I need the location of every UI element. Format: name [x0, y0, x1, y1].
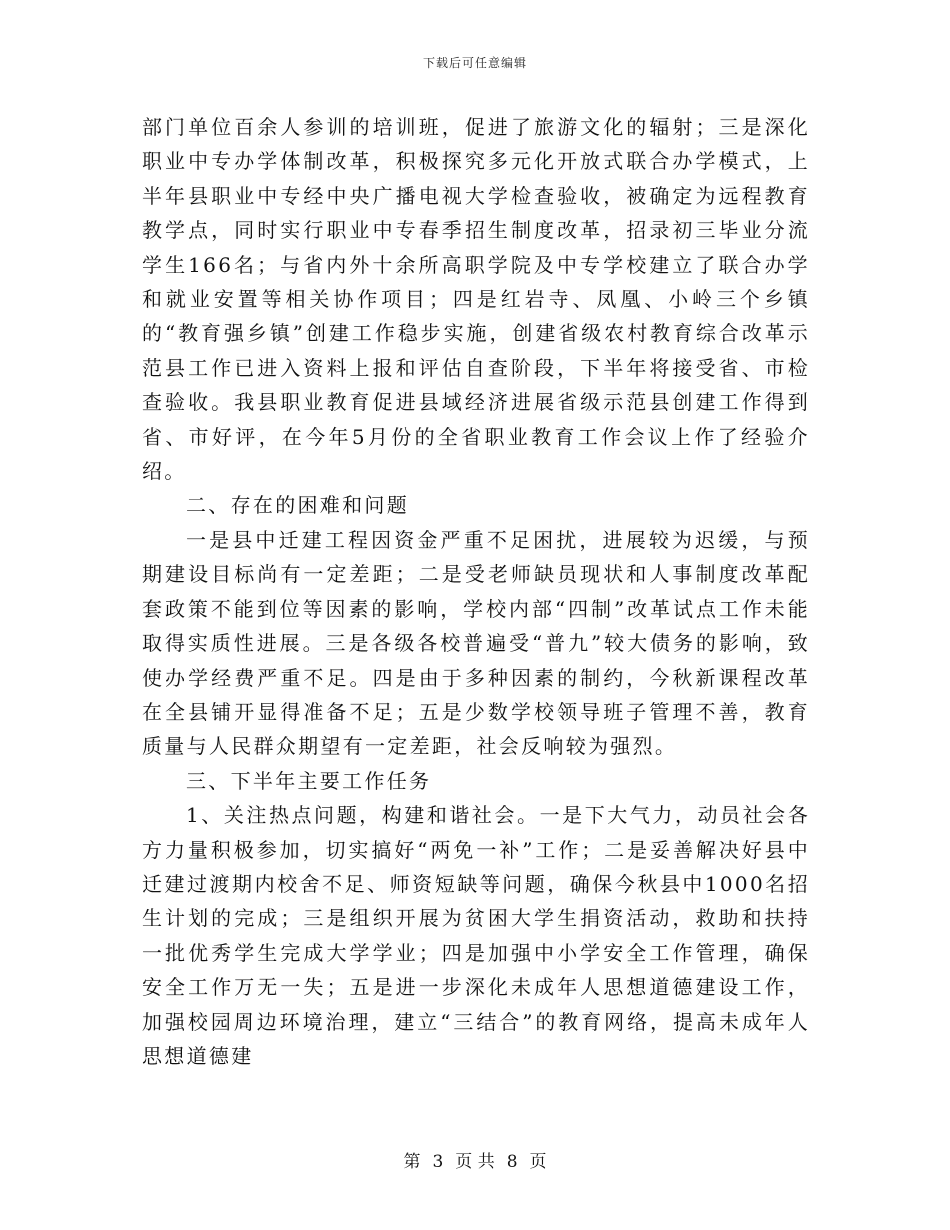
paragraph-tasks: 1、关注热点问题，构建和谐社会。一是下大气力，动员社会各方力量积极参加，切实搞好“两免一补”工作；二是妥善解决好县中迁建过渡期内校舍不足、师资短缺等问题，确保今秋县中1000名招生计划的完成；三是组织开展为贫困大学生捐资活动，救助和扶持一批优秀学生完成大学学业；四是加强中小学安全工作管理，确保安全工作万无一失；五是进一步深化未成年人思想道德建设工作，加强校园周边环境治理，建立“三结合”的教育网络，提高未成年人思想道德建	[142, 803, 810, 1068]
page-footer	[0, 1147, 950, 1172]
body-text	[142, 110, 810, 1073]
paragraph-problems: 一是县中迁建工程因资金严重不足困扰，进展较为迟缓，与预期建设目标尚有一定差距；二是受老师缺员现状和人事制度改革配套政策不能到位等因素的影响，学校内部“四制”改革试点工作未能取得实质性进展。三是各级各校普遍受“普九”较大债务的影响，致使办学经费严重不足。四是由于多种因素的制约，今秋新课程改革在全县铺开显得准备不足；五是少数学校领导班子管理不善，教育质量与人民群众期望有一定差距，社会反响较为强烈。	[142, 527, 810, 759]
footer-prefix: 第	[403, 1152, 421, 1172]
header-note: 下载后可任意编辑	[422, 56, 527, 70]
footer-suffix: 页	[529, 1152, 547, 1172]
footer-page-number: 3	[432, 1152, 444, 1172]
section-heading-3: 三、下半年主要工作任务	[186, 768, 432, 793]
paragraph-continued: 部门单位百余人参训的培训班，促进了旅游文化的辐射；三是深化职业中专办学体制改革，积极探究多元化开放式联合办学模式，上半年县职业中专经中央广播电视大学检查验收，被确定为远程教育教学点，同时实行职业中专春季招生制度改革，招录初三毕业分流学生166名；与省内外十余所高职学院及中专学校建立了联合办学和就业安置等相关协作项目；四是红岩寺、凤凰、小岭三个乡镇的“教育强乡镇”创建工作稳步实施，创建省级农村教育综合改革示范县工作已进入资料上报和评估自查阶段，下半年将接受省、市检查验收。我县职业教育促进县域经济进展省级示范县创建工作得到省、市好评，在今年5月份的全省职业教育工作会议上作了经验介绍。	[142, 115, 810, 484]
section-heading-2: 二、存在的困难和问题	[186, 493, 409, 518]
footer-total-pages: 8	[506, 1152, 518, 1172]
footer-mid: 页 共	[455, 1152, 495, 1172]
